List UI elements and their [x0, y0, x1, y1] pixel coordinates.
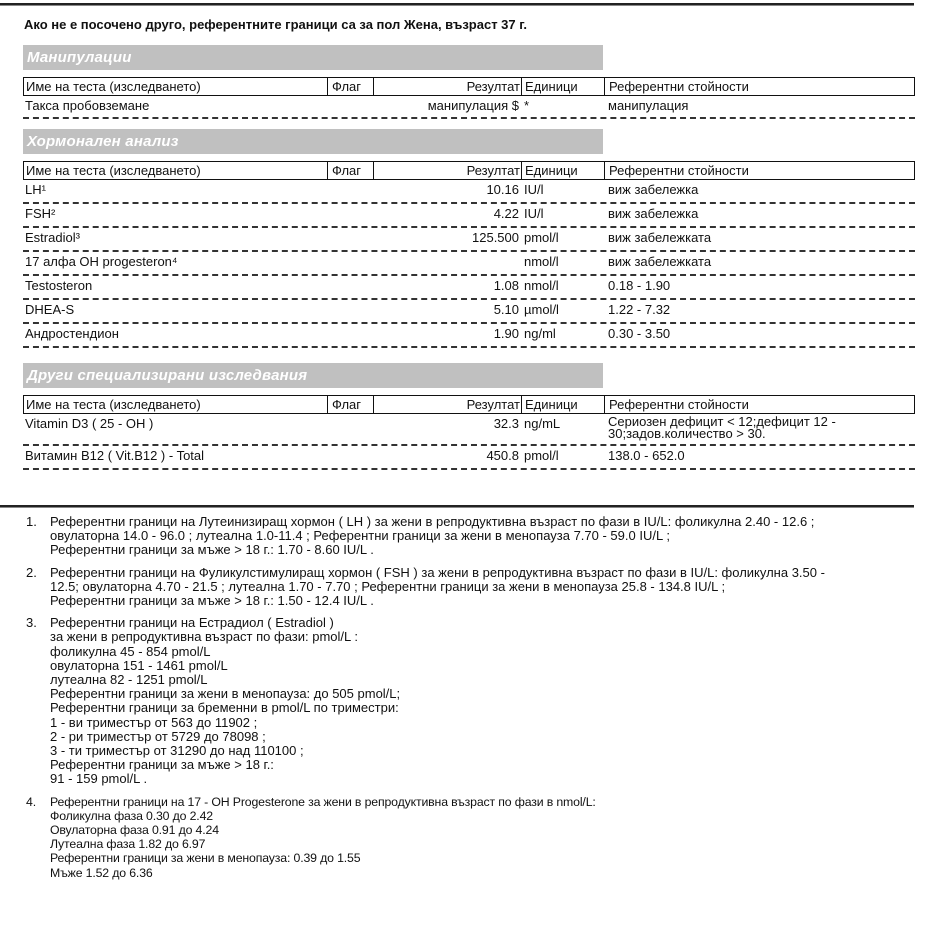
- footnote-number: 2.: [26, 564, 37, 580]
- footnote-line: Мъже 1.52 до 6.36: [50, 865, 153, 880]
- table-row: [23, 276, 915, 300]
- footnote-line: Референтни граници на 17 - OH Progesterone за жени в репродуктивна възраст по фази в nmol/L:: [50, 794, 596, 809]
- bottom-divider: [0, 505, 914, 508]
- table-row: [23, 228, 915, 252]
- table-row: [23, 300, 915, 324]
- test-reference: 1.22 - 7.32: [608, 302, 671, 317]
- test-name: FSH²: [25, 206, 56, 221]
- header-name: Име на теста (изследването): [26, 397, 201, 412]
- test-units: ng/mL: [524, 416, 561, 431]
- test-units: nmol/l: [524, 254, 559, 269]
- footnote-line: Фоликулна фаза 0.30 до 2.42: [50, 808, 213, 823]
- footnote-line: 91 - 159 pmol/L .: [50, 771, 148, 787]
- footnote-line: Референтни граници на Лутеинизиращ хормон ( LH ) за жени в репродуктивна възраст по фази в IU/L: фоликулна 2.40 - 12.6 ;: [50, 514, 815, 529]
- footnote-line: Референтни граници за мъже > 18 г.: 1.70 - 8.60 IU/L .: [50, 542, 374, 558]
- footnote-line: Лутеална фаза 1.82 до 6.97: [50, 837, 206, 852]
- table-row: [23, 96, 915, 119]
- test-units: nmol/l: [524, 278, 559, 293]
- footnote-line: Референтни граници на Фуликулстимулиращ хормон ( FSH ) за жени в репродуктивна възраст по фази в IU/L: фоликулна 3.50 -: [50, 564, 825, 580]
- section-other-specialized-tests: [23, 363, 915, 470]
- test-result: манипулация $: [427, 98, 519, 113]
- table-header: [23, 395, 915, 414]
- footnote-line: 3 - ти триместър от 31290 до над 110100 ;: [50, 743, 304, 759]
- footnote-lh: [24, 515, 914, 558]
- footnote-number: 4.: [26, 794, 36, 809]
- header-flag: Флаг: [332, 163, 362, 178]
- footnote-line: Референтни граници за жени в менопауза: 0.39 до 1.55: [50, 851, 361, 866]
- footnote-17-oh-progesterone: [24, 795, 914, 880]
- test-reference: 0.18 - 1.90: [608, 278, 671, 293]
- footnotes-list: [24, 515, 914, 888]
- header-flag: Флаг: [332, 79, 362, 94]
- table-row: [23, 180, 915, 204]
- footnote-estradiol: [24, 616, 914, 786]
- footnote-line: Овулаторна фаза 0.91 до 4.24: [50, 823, 219, 838]
- test-reference: манипулация: [608, 98, 689, 113]
- header-name: Име на теста (изследването): [26, 79, 201, 94]
- header-units: Единици: [525, 397, 578, 412]
- test-result: 10.16: [486, 182, 519, 197]
- header-units: Единици: [525, 79, 578, 94]
- header-result: Резултат: [466, 163, 520, 178]
- test-units: *: [524, 98, 530, 113]
- test-name: DHEA-S: [25, 302, 75, 317]
- test-units: IU/l: [524, 182, 544, 197]
- reference-intro-text: Ако не е посочено друго, референтните граници са за пол Жена, възраст 37 г.: [24, 17, 527, 32]
- section-title: Манипулации: [23, 45, 603, 70]
- test-result: 125.500: [472, 230, 519, 245]
- test-reference: Сериозен дефицит < 12;дефицит 12 - 30;задов.количество > 30.: [608, 414, 836, 441]
- test-reference: виж забележка: [608, 182, 699, 197]
- section-title: Хормонален анализ: [23, 129, 603, 154]
- table-header: [23, 77, 915, 96]
- test-units: pmol/l: [524, 230, 559, 245]
- test-result: 450.8: [486, 448, 519, 463]
- test-units: pmol/l: [524, 448, 559, 463]
- footnote-line: фоликулна 45 - 854 pmol/L: [50, 643, 211, 659]
- footnote-line: Референтни граници за жени в менопауза: до 505 pmol/L;: [50, 686, 401, 702]
- footnote-line: Референтни граници за мъже > 18 г.:: [50, 757, 274, 773]
- footnote-line: 1 - ви триместър от 563 до 11902 ;: [50, 714, 258, 730]
- test-reference: виж забележка: [608, 206, 699, 221]
- test-reference: 0.30 - 3.50: [608, 326, 671, 341]
- footnote-line: 12.5; овулаторна 4.70 - 21.5 ; лутеална 1.70 - 7.70 ; Референтни граници за жени в менопауза 25.8 - 134.8 IU/L ;: [50, 578, 726, 594]
- test-units: µmol/l: [524, 302, 559, 317]
- test-units: IU/l: [524, 206, 544, 221]
- test-name: 17 алфа OH progesteron⁴: [25, 254, 178, 269]
- test-result: 1.08: [493, 278, 519, 293]
- test-name: Андростендион: [25, 326, 119, 341]
- test-reference: 138.0 - 652.0: [608, 448, 685, 463]
- footnote-number: 3.: [26, 615, 37, 631]
- table-row: [23, 414, 915, 446]
- header-reference: Референтни стойности: [609, 163, 749, 178]
- footnote-fsh: [24, 566, 914, 609]
- test-name: Vitamin D3 ( 25 - OH ): [25, 416, 154, 431]
- test-units: ng/ml: [524, 326, 556, 341]
- section-manipulations: [23, 45, 915, 119]
- footnote-number: 1.: [26, 514, 37, 529]
- section-hormonal-analysis: [23, 129, 915, 348]
- test-result: 5.10: [493, 302, 519, 317]
- top-divider: [0, 3, 914, 6]
- footnote-line: Референтни граници за бременни в pmol/L по триместри:: [50, 700, 399, 716]
- header-result: Резултат: [466, 397, 520, 412]
- footnote-line: овулаторна 14.0 - 96.0 ; лутеална 1.0-11.4 ; Референтни граници за жени в менопауза 7.70 - 59.0 IU/L ;: [50, 528, 670, 544]
- header-name: Име на теста (изследването): [26, 163, 201, 178]
- footnote-line: Референтни граници на Естрадиол ( Estradiol ): [50, 615, 334, 631]
- test-name: Estradiol³: [25, 230, 80, 245]
- section-title: Други специализирани изследвания: [23, 363, 603, 388]
- test-name: LH¹: [25, 182, 46, 197]
- test-result: 1.90: [493, 326, 519, 341]
- test-name: Testosteron: [25, 278, 93, 293]
- footnote-line: овулаторна 151 - 1461 pmol/L: [50, 657, 228, 673]
- test-reference: виж забележката: [608, 230, 712, 245]
- footnote-line: Референтни граници за мъже > 18 г.: 1.50 - 12.4 IU/L .: [50, 593, 374, 609]
- table-row: [23, 324, 915, 348]
- table-header: [23, 161, 915, 180]
- footnote-line: 2 - ри триместър от 5729 до 78098 ;: [50, 728, 266, 744]
- test-reference: виж забележката: [608, 254, 712, 269]
- test-name: Такса пробовземане: [25, 98, 150, 113]
- header-reference: Референтни стойности: [609, 79, 749, 94]
- table-row: [23, 252, 915, 276]
- footnote-line: лутеална 82 - 1251 pmol/L: [50, 672, 208, 688]
- header-reference: Референтни стойности: [609, 397, 749, 412]
- test-name: Витамин B12 ( Vit.B12 ) - Total: [25, 448, 205, 463]
- header-units: Единици: [525, 163, 578, 178]
- header-flag: Флаг: [332, 397, 362, 412]
- test-result: 32.3: [493, 416, 519, 431]
- table-row: [23, 446, 915, 470]
- header-result: Резултат: [466, 79, 520, 94]
- test-result: 4.22: [493, 206, 519, 221]
- table-row: [23, 204, 915, 228]
- footnote-line: за жени в репродуктивна възраст по фази: pmol/L :: [50, 629, 358, 645]
